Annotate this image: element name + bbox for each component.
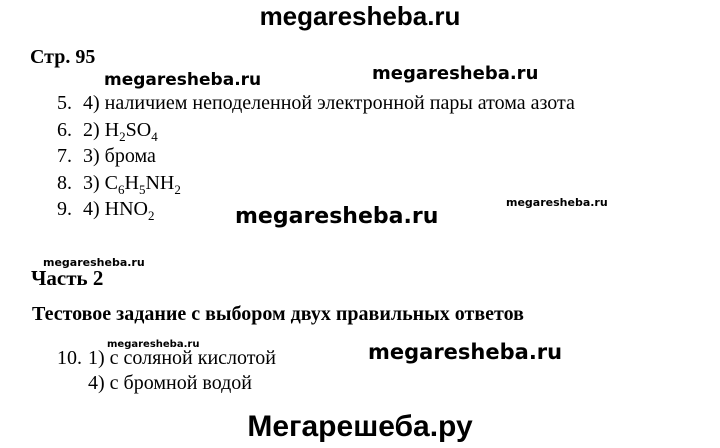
answer-number: 9. [57,198,72,220]
answer-item-10 [57,346,276,396]
answer-text: 4) наличием неподеленной электронной пары атома азота [83,92,575,114]
answers-list [57,90,575,223]
answer-item-7 [57,143,575,170]
answer-number: 5. [57,92,72,114]
watermark-item10-right: megaresheba.ru [368,340,563,364]
answer-item-10-line1 [57,346,276,371]
answer-number: 6. [57,118,72,141]
answer-item-5 [57,90,575,117]
part2-task-description: Тестовое задание с выбором двух правильных ответов [32,303,524,325]
footer-site-brand: Мегарешеба.ру [247,410,473,443]
answer-number: 8. [57,171,72,194]
answer-text: 1) с соляной кислотой [88,347,276,369]
answer-item-8 [57,170,575,197]
answer-number: 7. [57,145,72,167]
answer-text: 2) $H_2SO_4$ [83,118,158,144]
header-site-watermark: megaresheba.ru [259,1,461,31]
watermark-middle-small: megaresheba.ru [506,196,608,209]
page-number-label: Стр. 95 [30,46,96,68]
answer-item-10-line2 [57,371,276,396]
answer-text: 3) $C_6H_5NH_2$ [83,171,181,197]
indent-spacer [57,371,88,396]
watermark-above-part2: megaresheba.ru [43,256,145,269]
answer-item-6 [57,117,575,144]
answer-text: 4) $HNO_2$ [83,198,155,223]
part2-heading: Часть 2 [31,266,104,290]
answer-number: 10. [57,347,82,369]
answer-text: 3) брома [83,145,156,167]
watermark-top-left: megaresheba.ru [104,70,262,90]
watermark-top-right: megaresheba.ru [372,63,539,84]
answer-text: 4) с бромной водой [88,372,253,394]
watermark-above-item10: megaresheba.ru [107,339,200,350]
watermark-middle-large: megaresheba.ru [235,204,439,229]
